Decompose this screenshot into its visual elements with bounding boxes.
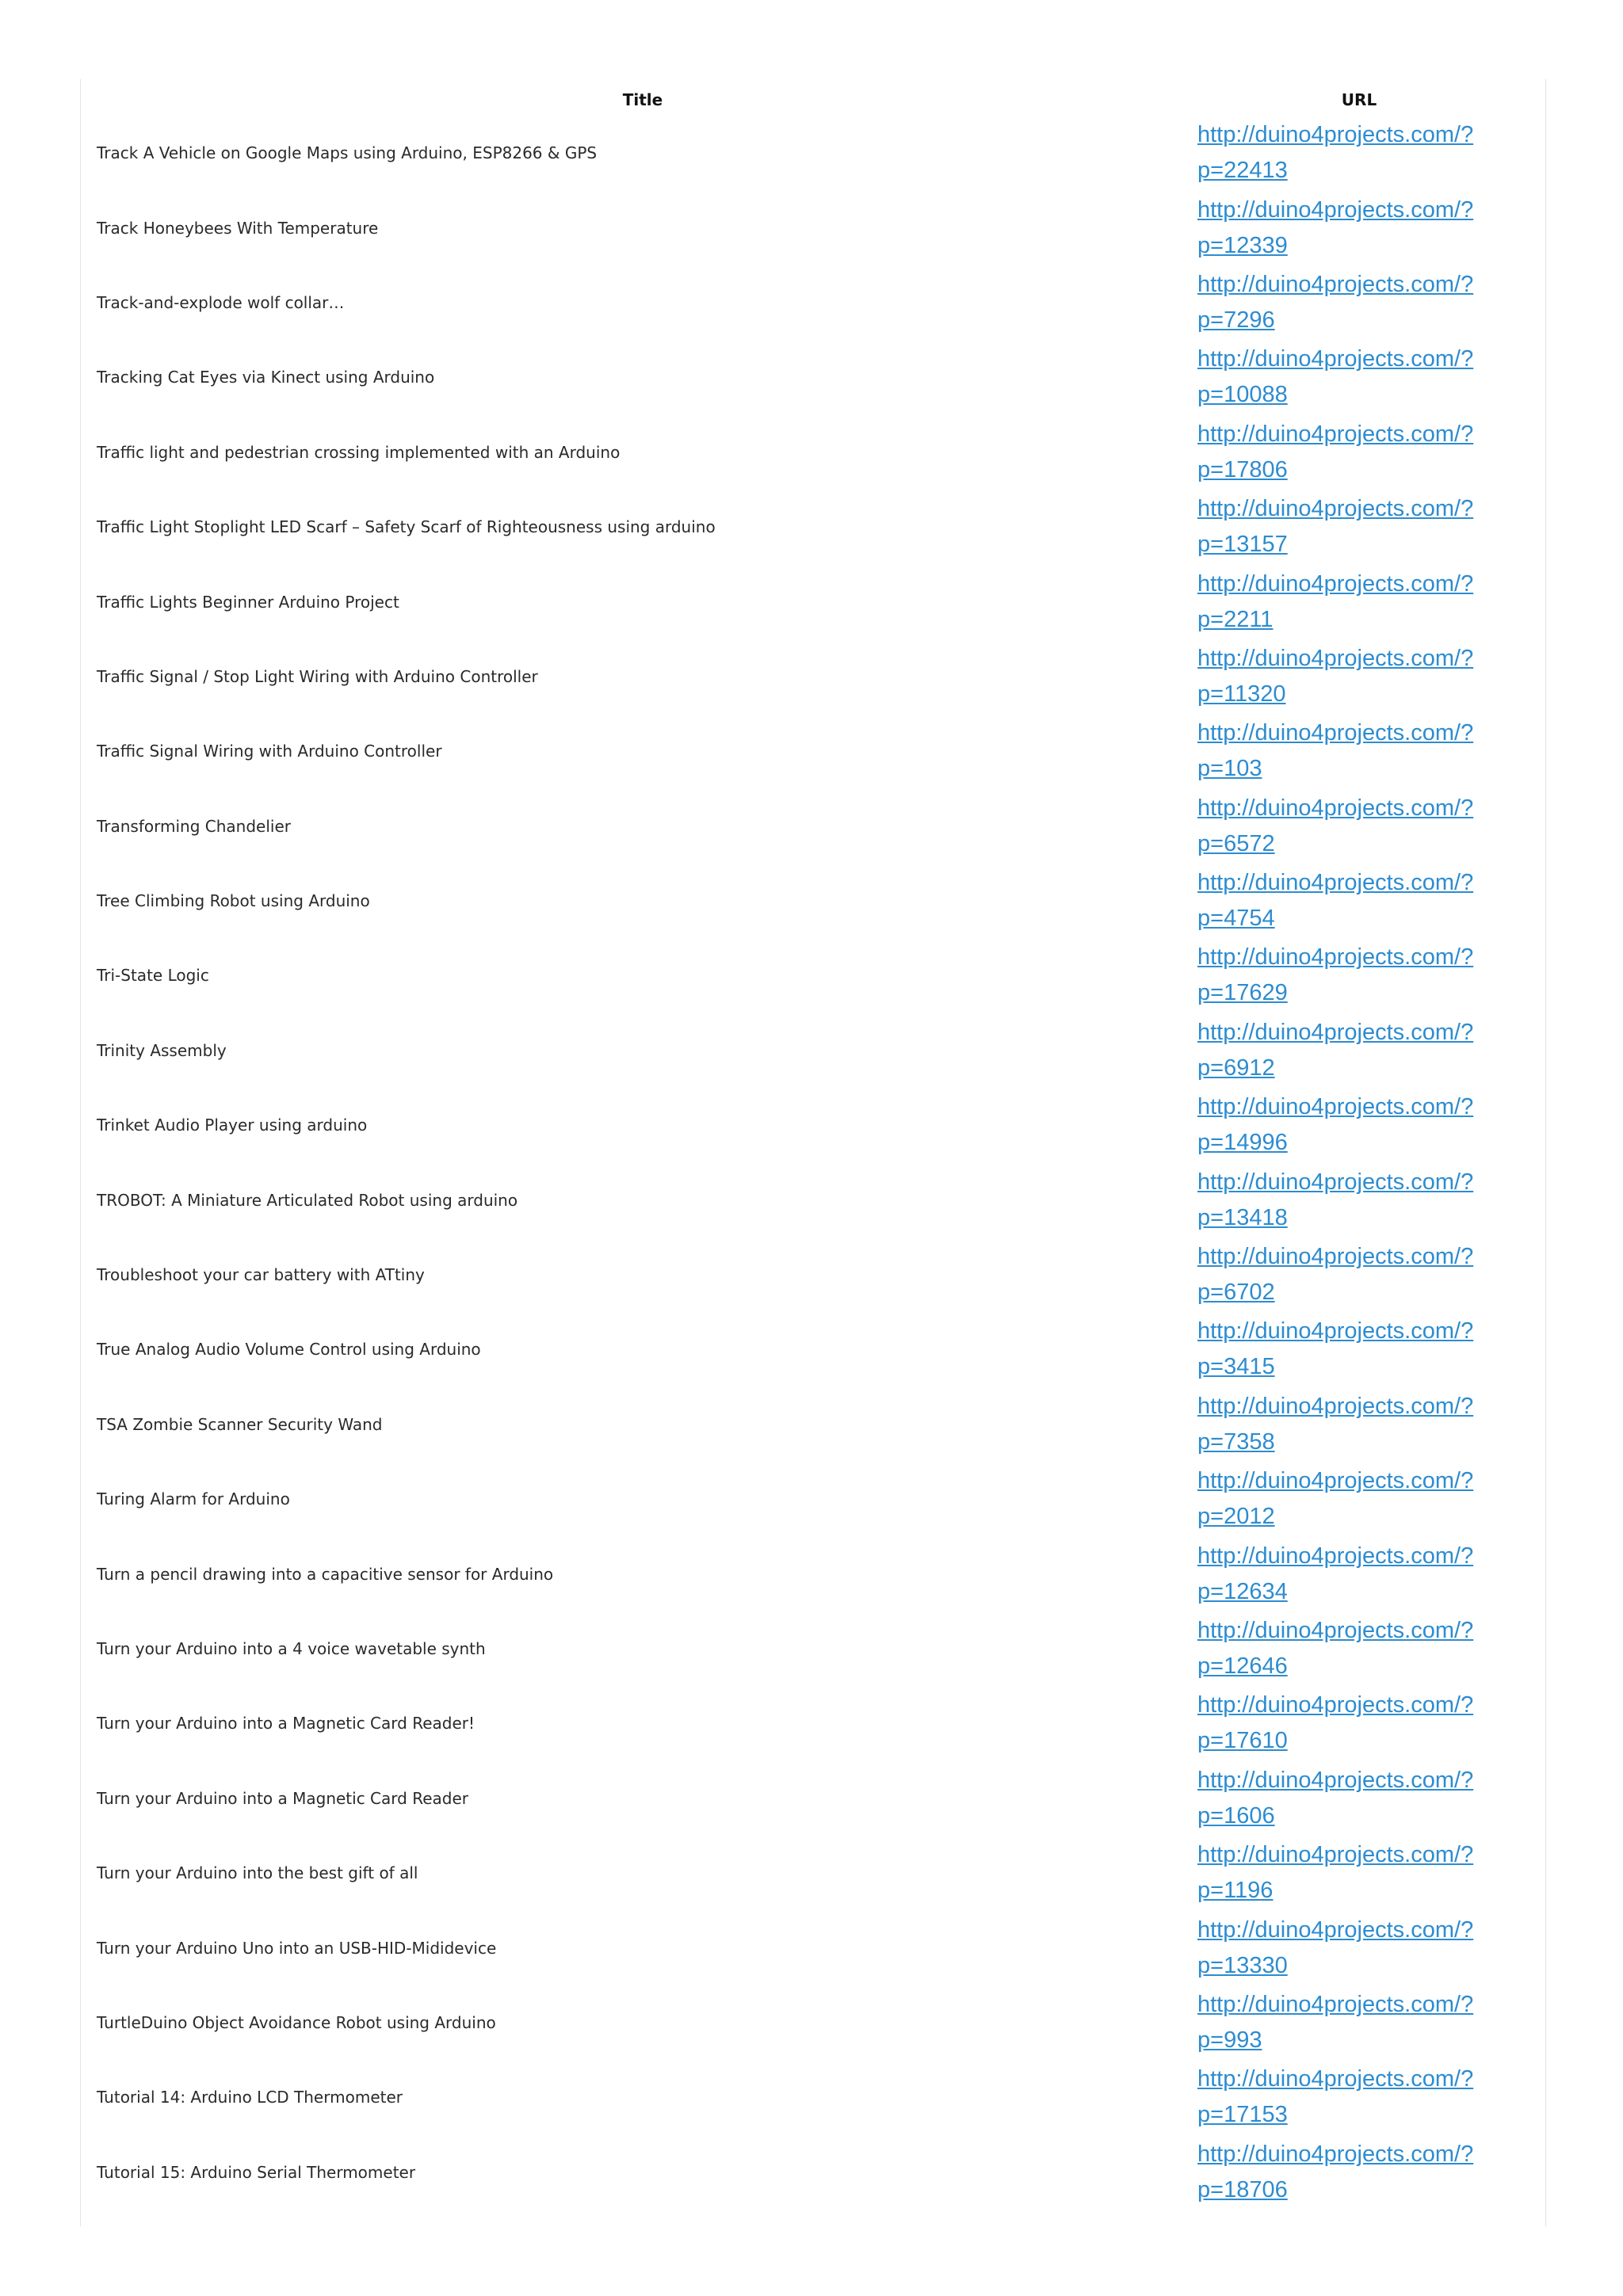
project-link[interactable]: http://duino4projects.com/?p=4754 bbox=[1197, 870, 1474, 932]
project-link[interactable]: http://duino4projects.com/?p=12634 bbox=[1197, 1543, 1474, 1604]
table-row bbox=[97, 2060, 1529, 2134]
table-row bbox=[97, 265, 1529, 340]
project-link[interactable]: http://duino4projects.com/?p=7296 bbox=[1197, 271, 1474, 333]
url-cell bbox=[1189, 1462, 1529, 1536]
url-cell bbox=[1189, 1985, 1529, 2060]
table-row bbox=[97, 490, 1529, 564]
project-link[interactable]: http://duino4projects.com/?p=993 bbox=[1197, 1991, 1474, 2053]
project-title: Tutorial 14: Arduino LCD Thermometer bbox=[97, 2088, 403, 2107]
project-link[interactable]: http://duino4projects.com/?p=103 bbox=[1197, 720, 1474, 782]
url-cell bbox=[1189, 564, 1529, 639]
url-cell bbox=[1189, 1088, 1529, 1162]
table-row bbox=[97, 864, 1529, 938]
project-title: Trinity Assembly bbox=[97, 1040, 227, 1060]
url-cell bbox=[1189, 1910, 1529, 1985]
project-link[interactable]: http://duino4projects.com/?p=18706 bbox=[1197, 2141, 1474, 2203]
project-title: TSA Zombie Scanner Security Wand bbox=[97, 1414, 383, 1434]
table-row bbox=[97, 1162, 1529, 1237]
table-row bbox=[97, 415, 1529, 490]
project-title: Traffic light and pedestrian crossing implemented with an Arduino bbox=[97, 442, 621, 462]
table-row bbox=[97, 1013, 1529, 1088]
table-row bbox=[97, 639, 1529, 714]
title-column-header: Title bbox=[622, 90, 663, 109]
project-title: Track Honeybees With Temperature bbox=[97, 218, 379, 238]
project-title: Turn your Arduino into a Magnetic Card Reader bbox=[97, 1788, 468, 1808]
url-cell bbox=[1189, 1536, 1529, 1611]
project-link[interactable]: http://duino4projects.com/?p=12646 bbox=[1197, 1618, 1474, 1679]
table-body bbox=[97, 116, 1529, 2210]
project-link[interactable]: http://duino4projects.com/?p=6912 bbox=[1197, 1019, 1474, 1081]
url-cell bbox=[1189, 415, 1529, 490]
url-cell bbox=[1189, 2060, 1529, 2134]
project-link[interactable]: http://duino4projects.com/?p=7358 bbox=[1197, 1393, 1474, 1455]
project-title: Traffic Lights Beginner Arduino Project bbox=[97, 592, 399, 612]
project-title: Transforming Chandelier bbox=[97, 816, 291, 836]
table-row bbox=[97, 1238, 1529, 1312]
project-title: Trinket Audio Player using arduino bbox=[97, 1116, 368, 1135]
table-row bbox=[97, 938, 1529, 1013]
url-cell bbox=[1189, 714, 1529, 788]
project-title: Tree Climbing Robot using Arduino bbox=[97, 891, 370, 911]
project-title: Turn your Arduino into a 4 voice wavetable synth bbox=[97, 1639, 486, 1658]
project-title: Traffic Light Stoplight LED Scarf – Safety Scarf of Righteousness using arduino bbox=[97, 517, 716, 537]
project-title: Traffic Signal Wiring with Arduino Controller bbox=[97, 742, 442, 761]
project-title: Turing Alarm for Arduino bbox=[97, 1489, 290, 1509]
project-title: True Analog Audio Volume Control using Arduino bbox=[97, 1340, 481, 1360]
table-row bbox=[97, 564, 1529, 639]
projects-table bbox=[97, 84, 1529, 2210]
project-link[interactable]: http://duino4projects.com/?p=1196 bbox=[1197, 1842, 1474, 1904]
table-header-row bbox=[97, 84, 1529, 116]
table-row bbox=[97, 2135, 1529, 2210]
table-row bbox=[97, 1836, 1529, 1910]
table-row bbox=[97, 190, 1529, 265]
url-cell bbox=[1189, 789, 1529, 864]
project-title: Track-and-explode wolf collar… bbox=[97, 292, 345, 312]
project-title: Traffic Signal / Stop Light Wiring with Arduino Controller bbox=[97, 666, 538, 686]
url-cell bbox=[1189, 1611, 1529, 1686]
project-link[interactable]: http://duino4projects.com/?p=17153 bbox=[1197, 2066, 1474, 2128]
project-title: TurtleDuino Object Avoidance Robot using Arduino bbox=[97, 2012, 496, 2032]
url-cell bbox=[1189, 1686, 1529, 1760]
project-link[interactable]: http://duino4projects.com/?p=22413 bbox=[1197, 122, 1474, 184]
table-row bbox=[97, 340, 1529, 414]
table-row bbox=[97, 714, 1529, 788]
project-title: Tri-State Logic bbox=[97, 966, 209, 986]
table-row bbox=[97, 1686, 1529, 1760]
url-cell bbox=[1189, 1761, 1529, 1836]
project-link[interactable]: http://duino4projects.com/?p=1606 bbox=[1197, 1767, 1474, 1829]
project-link[interactable]: http://duino4projects.com/?p=13418 bbox=[1197, 1169, 1474, 1230]
table-row bbox=[97, 116, 1529, 190]
url-column-header: URL bbox=[1341, 90, 1377, 109]
table-row bbox=[97, 1985, 1529, 2060]
project-link[interactable]: http://duino4projects.com/?p=13157 bbox=[1197, 496, 1474, 558]
table-row bbox=[97, 1462, 1529, 1536]
table-row bbox=[97, 1536, 1529, 1611]
url-cell bbox=[1189, 1162, 1529, 1237]
project-link[interactable]: http://duino4projects.com/?p=10088 bbox=[1197, 346, 1474, 408]
url-cell bbox=[1189, 639, 1529, 714]
url-cell bbox=[1189, 938, 1529, 1013]
url-cell bbox=[1189, 2135, 1529, 2210]
project-link[interactable]: http://duino4projects.com/?p=11320 bbox=[1197, 645, 1474, 707]
table-row bbox=[97, 1910, 1529, 1985]
project-link[interactable]: http://duino4projects.com/?p=2211 bbox=[1197, 570, 1474, 632]
url-cell bbox=[1189, 1013, 1529, 1088]
project-title: Turn your Arduino into a Magnetic Card Reader! bbox=[97, 1714, 475, 1733]
project-title: Track A Vehicle on Google Maps using Arduino, ESP8266 & GPS bbox=[97, 143, 598, 163]
url-cell bbox=[1189, 1238, 1529, 1312]
project-title: Troubleshoot your car battery with ATtiny bbox=[97, 1265, 425, 1285]
url-cell bbox=[1189, 1836, 1529, 1910]
url-cell bbox=[1189, 116, 1529, 190]
project-link[interactable]: http://duino4projects.com/?p=17610 bbox=[1197, 1692, 1474, 1754]
project-title: TROBOT: A Miniature Articulated Robot using arduino bbox=[97, 1190, 518, 1210]
table-row bbox=[97, 1387, 1529, 1462]
project-title: Turn your Arduino into the best gift of all bbox=[97, 1863, 418, 1883]
project-link[interactable]: http://duino4projects.com/?p=17806 bbox=[1197, 421, 1474, 482]
url-cell bbox=[1189, 190, 1529, 265]
table-row bbox=[97, 1312, 1529, 1386]
project-link[interactable]: http://duino4projects.com/?p=14996 bbox=[1197, 1094, 1474, 1156]
url-cell bbox=[1189, 1312, 1529, 1386]
url-cell bbox=[1189, 490, 1529, 564]
project-link[interactable]: http://duino4projects.com/?p=3415 bbox=[1197, 1318, 1474, 1380]
table-row bbox=[97, 1088, 1529, 1162]
project-link[interactable]: http://duino4projects.com/?p=12339 bbox=[1197, 196, 1474, 258]
url-cell bbox=[1189, 1387, 1529, 1462]
url-cell bbox=[1189, 340, 1529, 414]
table-row bbox=[97, 789, 1529, 864]
project-title: Turn a pencil drawing into a capacitive sensor for Arduino bbox=[97, 1564, 554, 1584]
project-title: Tutorial 15: Arduino Serial Thermometer bbox=[97, 2162, 416, 2182]
project-link[interactable]: http://duino4projects.com/?p=6572 bbox=[1197, 795, 1474, 856]
project-title: Turn your Arduino Uno into an USB-HID-Mididevice bbox=[97, 1938, 497, 1958]
project-title: Tracking Cat Eyes via Kinect using Arduino bbox=[97, 368, 435, 387]
url-cell bbox=[1189, 265, 1529, 340]
project-link[interactable]: http://duino4projects.com/?p=2012 bbox=[1197, 1468, 1474, 1530]
project-link[interactable]: http://duino4projects.com/?p=17629 bbox=[1197, 944, 1474, 1006]
table-row bbox=[97, 1761, 1529, 1836]
table-row bbox=[97, 1611, 1529, 1686]
project-link[interactable]: http://duino4projects.com/?p=6702 bbox=[1197, 1244, 1474, 1306]
project-link[interactable]: http://duino4projects.com/?p=13330 bbox=[1197, 1917, 1474, 1978]
url-cell bbox=[1189, 864, 1529, 938]
